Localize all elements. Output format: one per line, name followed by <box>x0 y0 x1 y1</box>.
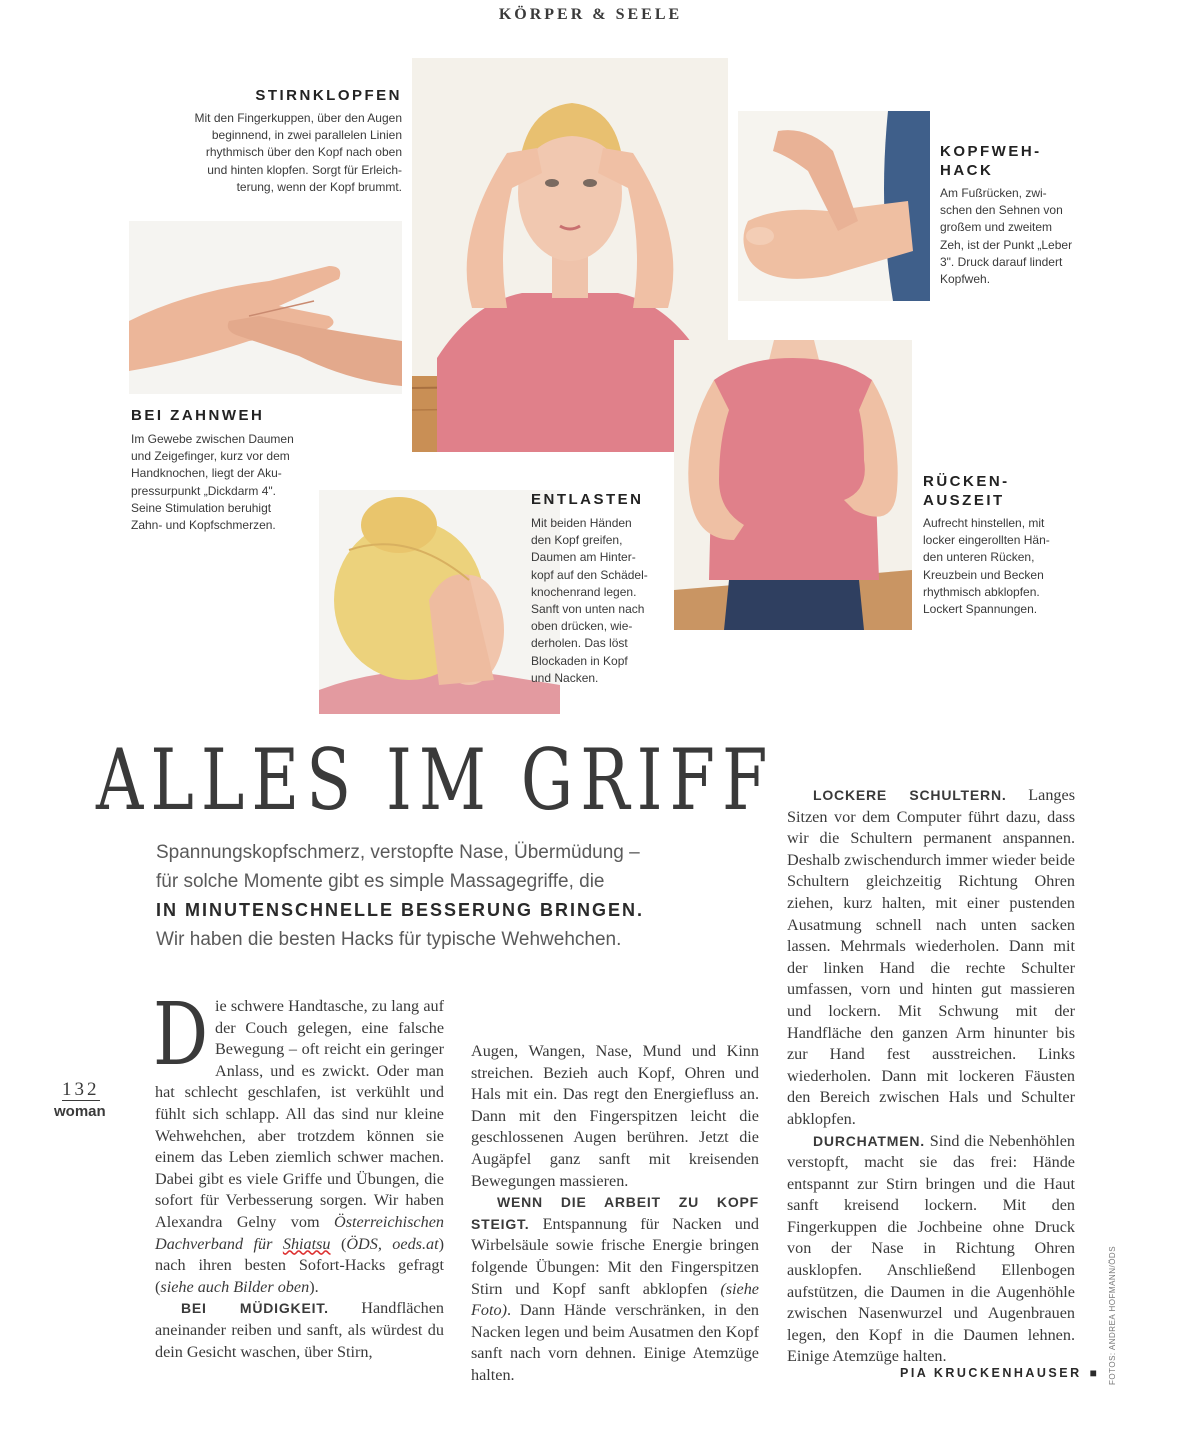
photo-kopfweh-hack <box>738 111 930 301</box>
photo-bei-zahnweh <box>129 221 402 394</box>
caption-title: KOPFWEH- HACK <box>940 143 1042 179</box>
keyword-lockere-schultern: LOCKERE SCHULTERN. <box>813 787 1007 803</box>
end-mark: ■ <box>1089 1366 1100 1380</box>
photo-entlasten <box>319 490 560 714</box>
author-byline: PIA KRUCKENHAUSER ■ <box>900 1366 1100 1380</box>
keyword-durchatmen: DURCHATMEN. <box>813 1132 925 1149</box>
body-column-1: Die schwere Handtasche, zu lang auf der Couch gelegen, eine falsche Bewegung – oft reicht ein geringer Anlass, und es zwickt. Oder man hat schlecht geschlafen, ist verkühlt und fühlt sich schlapp. All das sind nur kleine Wehwehchen, aber trotzdem können sie einem das Leben ziemlich schwer machen. Dabei gibt es viele Griffe und Übungen, die sofort für Verbesserung sorgen. Wir haben Alexandra Gelny vom Österreichischen Dachverband für Shiatsu (ÖDS, oeds.at) nach ihren besten Sofort-Hacks gefragt (siehe auch Bilder oben). BEI MÜDIGKEIT. Handflächen aneinander reiben und sanft, als würdest du dein Gesicht waschen, über Stirn, <box>153 985 445 1361</box>
caption-kopfweh-hack: KOPFWEH- HACK Am Fußrücken, zwi- schen den Sehnen von großem und zweitem Zeh, ist der Punkt „Leber 3". Druck darauf lindert Kopfweh. <box>940 142 1090 288</box>
magazine-logo: woman <box>54 1103 106 1120</box>
photo-ruecken-auszeit <box>674 340 912 630</box>
caption-bei-zahnweh: BEI ZAHNWEH Im Gewebe zwischen Daumen und Zeigefinger, kurz vor dem Handknochen, liegt der Aku- pressurpunkt „Dickdarm 4". Seine Stimulation beruhigt Zahn- und Kopfschmerzen. <box>131 406 331 534</box>
photo-credit: FOTOS: ANDREA HOFMANN/ÖDS <box>1108 1245 1117 1385</box>
caption-title: ENTLASTEN <box>531 491 644 508</box>
article-lead: Spannungskopfschmerz, verstopfte Nase, Übermüdung – für solche Momente gibt es simple Massagegriffe, die IN MINUTENSCHNELLE BESSERUNG BRINGEN. Wir haben die besten Hacks für typische Wehwehchen. <box>156 838 676 954</box>
caption-title: STIRNKLOPFEN <box>255 87 402 104</box>
caption-ruecken-auszeit: RÜCKEN- AUSZEIT Aufrecht hinstellen, mit locker eingerollten Hän- den unteren Rücken, Kreuzbein und Becken rhythmisch abklopfen. Lockert Spannungen. <box>923 472 1083 618</box>
caption-stirnklopfen: STIRNKLOPFEN Mit den Fingerkuppen, über den Augen beginnend, in zwei parallelen Linien rhythmisch über den Kopf nach oben und hinten klopfen. Sorgt für Erleich- terung, wenn der Kopf brummt. <box>176 86 402 196</box>
section-header: KÖRPER & SEELE <box>498 6 683 23</box>
caption-entlasten: ENTLASTEN Mit beiden Händen den Kopf greifen, Daumen am Hinter- kopf auf den Schädel- knochenrand legen. Sanft von unten nach oben drücken, wie- derholen. Das löst Blockaden in Kopf und Nacken. <box>531 490 671 687</box>
keyword-bei-muedigkeit: BEI MÜDIGKEIT. <box>181 1300 329 1317</box>
page-number: 132 <box>62 1079 100 1100</box>
body-column-2: Augen, Wangen, Nase, Mund und Kinn streichen. Bezieh auch Kopf, Ohren und Hals mit ein. Das regt den Energiefluss an. Dann mit den Fingerspitzen leicht die geschlossenen Augen berühren. Jetzt die Augäpfel ganz sanft mit kreisenden Bewegungen massieren. WENN DIE ARBEIT ZU KOPF STEIGT. Entspannung für Nacken und Wirbelsäule sowie frische Energie bringen folgende Übungen: Mit den Fingerspitzen Stirn und Kopf sanft abklopfen (siehe Foto). Dann Hände verschränken, in den Nacken legen und beim Ausatmen den Kopf sanft nach vorn dehnen. Einige Atemzüge halten. <box>471 1042 759 1384</box>
article-headline: ALLES IM GRIFF <box>96 731 775 829</box>
caption-title: RÜCKEN- AUSZEIT <box>923 473 1010 509</box>
drop-cap: D <box>153 985 209 1085</box>
lead-highlight: IN MINUTENSCHNELLE BESSERUNG BRINGEN. <box>156 900 645 920</box>
body-column-3: LOCKERE SCHULTERN. Langes Sitzen vor dem Computer führt dazu, dass wir die Schultern permanent anspannen. Deshalb zwischendurch immer wieder beide Schultern gleichzeitig Richtung Ohren ziehen, kurz halten, mit einer pustenden Ausatmung schnell nach unten sacken lassen. Mehrmals wiederholen. Dann mit der linken Hand die rechte Schulter umfassen, vorn und hinten gut massieren und lockern. Mit Schwung mit der Handfläche den ganzen Arm hinunter bis zur Hand fest ausstreichen. Links wiederholen. Dann mit lockeren Fäusten den Bereich zwischen Hals und Schulter abklopfen. DURCHATMEN. Sind die Nebenhöhlen verstopft, macht sie das frei: Hände entspannt zur Stirn bringen und die Haut sanft kreisend lockern. Mit den Fingerkuppen die Jochbeine ohne Druck von der Nase in Richtung Ohren ausklopfen. Anschließend Ellenbogen aufstützen, die Daumen in die Augenhöhle zwischen Nasenwurzel und Augenbrauen legen, den Kopf in die Daumen lehnen. Einige Atemzüge halten. <box>787 786 1075 1366</box>
caption-title: BEI ZAHNWEH <box>131 407 265 424</box>
keyword-arbeit: WENN DIE ARBEIT ZU KOPF STEIGT. <box>471 1194 759 1232</box>
